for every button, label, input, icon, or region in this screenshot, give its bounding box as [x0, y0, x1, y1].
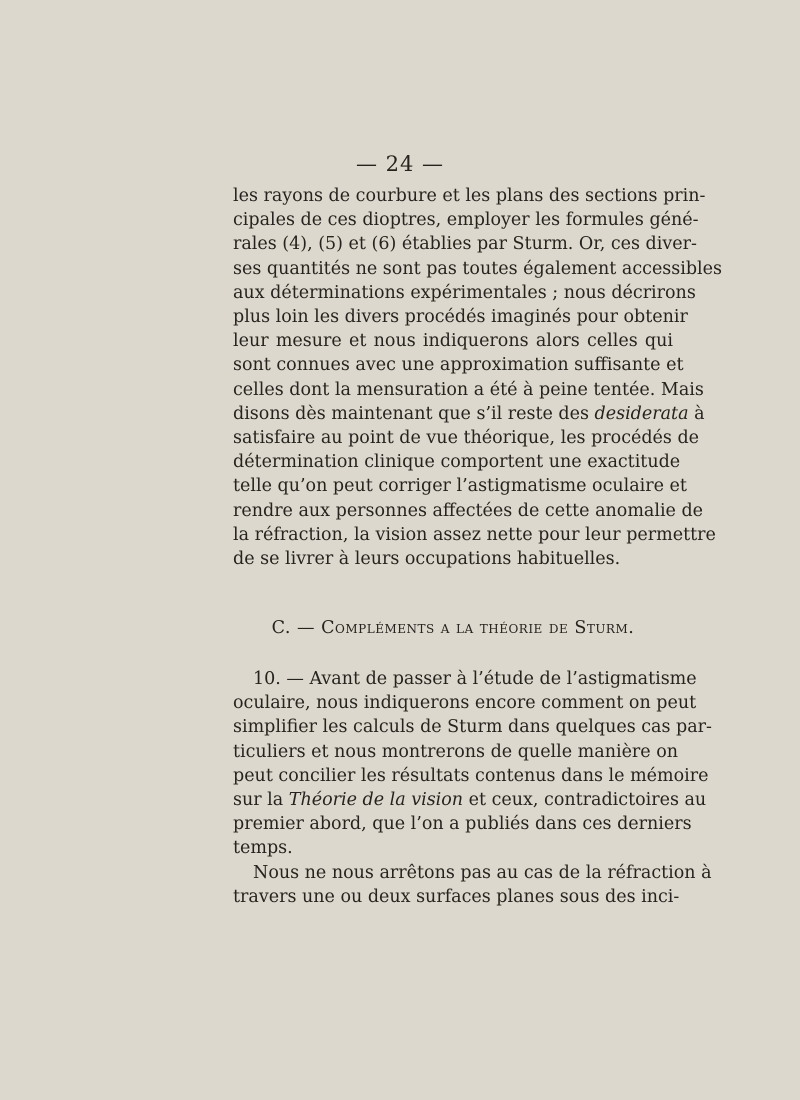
text-line: détermination clinique comportent une exactitude	[233, 452, 681, 473]
text-line: sont connues avec une approximation suffisante et	[233, 355, 684, 376]
text-line: premier abord, que l’on a publiés dans ces derniers	[233, 814, 692, 835]
text-line: temps.	[233, 838, 293, 859]
text-line: cipales de ces dioptres, employer les formules géné-	[233, 210, 699, 231]
text-line: peut concilier les résultats contenus dans le mémoire	[233, 765, 709, 786]
text-line: leur mesure et nous indiquerons alors celles qui	[233, 331, 673, 352]
text-line: 10. — Avant de passer à l’étude de l’astigmatisme	[253, 669, 697, 689]
text-line: disons dès maintenant que s’il reste des desiderata à	[233, 403, 705, 424]
text-line: rales (4), (5) et (6) établies par Sturm. Or, ces diver-	[233, 234, 697, 255]
section-heading	[233, 618, 673, 638]
paragraph-2	[233, 667, 712, 909]
text-line: rendre aux personnes affectées de cette anomalie de	[233, 500, 704, 521]
text-line: celles dont la mensuration a été à peine tentée. Mais	[233, 379, 704, 400]
text-line: sur la Théorie de la vision et ceux, contradictoires au	[233, 790, 707, 811]
text-line: aux déterminations expérimentales ; nous décrirons	[233, 282, 696, 303]
text-line: plus loin les divers procédés imaginés pour obtenir	[233, 307, 688, 328]
text-line: Nous ne nous arrêtons pas au cas de la réfraction à	[253, 862, 712, 883]
text-line: simplifier les calculs de Sturm dans quelques cas par-	[233, 717, 712, 738]
text-line: ticuliers et nous montrerons de quelle manière on	[233, 741, 679, 762]
text-line: ses quantités ne sont pas toutes également accessibles	[233, 258, 722, 279]
text-line: les rayons de courbure et les plans des sections prin-	[233, 186, 706, 206]
text-line: oculaire, nous indiquerons encore comment on peut	[233, 693, 697, 714]
text-line: de se livrer à leurs occupations habituelles.	[233, 549, 621, 570]
text-line: la réfraction, la vision assez nette pour leur permettre	[233, 524, 716, 545]
page-number: — 24 —	[355, 152, 445, 176]
paragraph-1	[233, 184, 722, 571]
section-title: Compléments a la théorie de Sturm.	[321, 618, 635, 638]
text-line: telle qu’on peut corriger l’astigmatisme oculaire et	[233, 476, 687, 497]
section-letter: C. —	[271, 618, 316, 638]
text-line: satisfaire au point de vue théorique, les procédés de	[233, 428, 700, 449]
text-line: travers une ou deux surfaces planes sous des inci-	[233, 886, 680, 907]
